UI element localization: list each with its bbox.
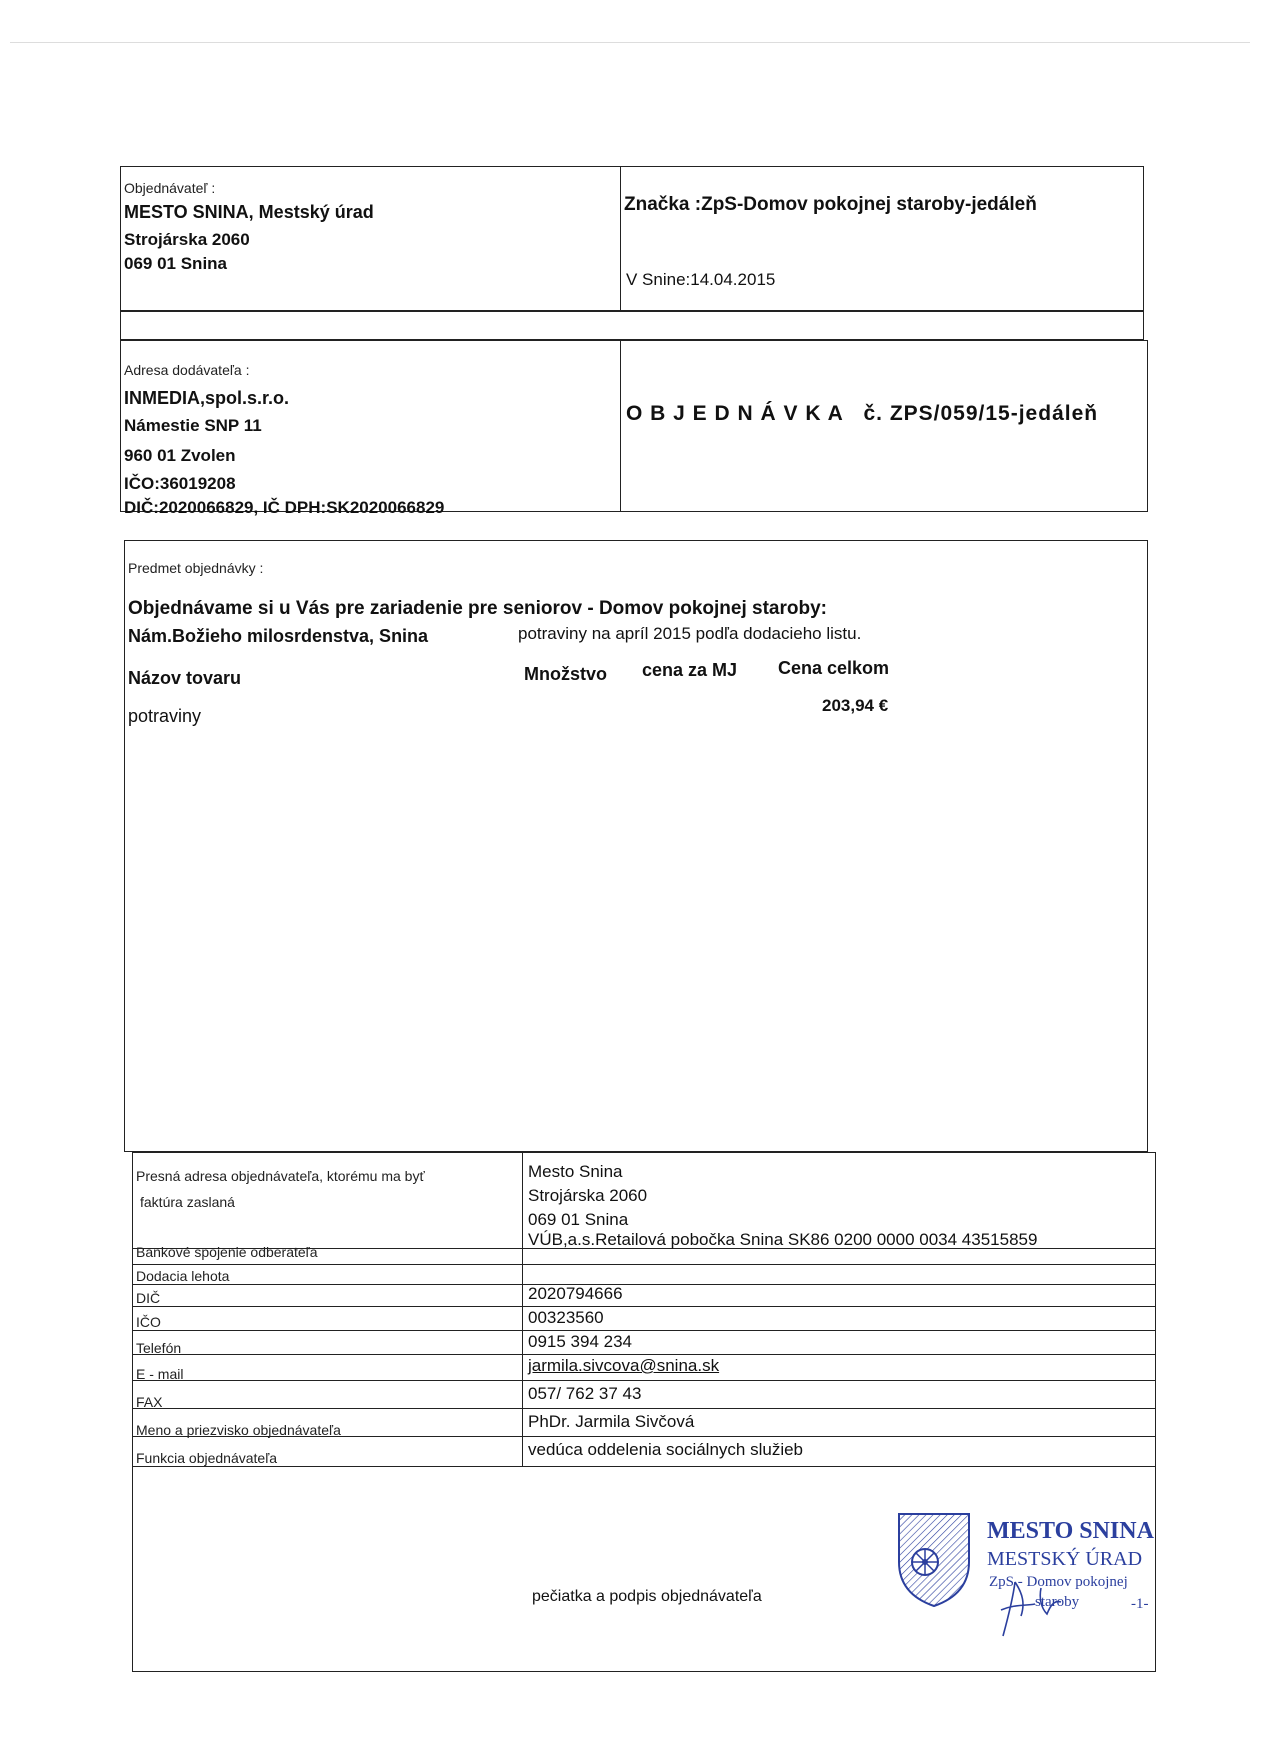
invoice-address-line1: Mesto Snina [528, 1162, 623, 1181]
details-row-line [132, 1408, 1156, 1409]
header-spacer-box [120, 310, 1144, 340]
phone-label: Telefón [136, 1340, 182, 1356]
orderer-name: MESTO SNINA, Mestský úrad [124, 202, 374, 222]
stamp-department: ZpS - Domov pokojnej [989, 1574, 1128, 1590]
item-name: potraviny [128, 706, 202, 726]
order-date: V Snine:14.04.2015 [626, 270, 776, 289]
delivery-label: Dodacia lehota [136, 1268, 230, 1284]
email-link[interactable]: jarmila.sivcova@snina.sk [528, 1356, 720, 1375]
orderer-city: 069 01 Snina [124, 254, 228, 273]
details-divider [522, 1152, 523, 1466]
order-title: O B J E D N Á V K A č. ZPS/059/15-jedáleň [626, 402, 1099, 425]
dic-label: DIČ [136, 1290, 161, 1306]
email-label: E - mail [136, 1366, 184, 1382]
supplier-box [120, 340, 1148, 512]
header-divider [620, 166, 621, 312]
stamp-number: -1- [1131, 1596, 1149, 1612]
supplier-ico: IČO:36019208 [124, 474, 236, 493]
stamp-department-cont: staroby [1035, 1594, 1080, 1610]
official-stamp [895, 1510, 1165, 1650]
details-row-line [132, 1380, 1156, 1381]
ico-value: 00323560 [528, 1308, 604, 1327]
details-row-line [132, 1306, 1156, 1307]
signature-caption: pečiatka a podpis objednávateľa [532, 1588, 762, 1605]
bank-value: VÚB,a.s.Retailová pobočka Snina SK86 0200 0000 0034 43515859 [528, 1230, 1038, 1249]
subject-location: Nám.Božieho milosrdenstva, Snina [128, 626, 429, 646]
details-row-line [132, 1330, 1156, 1331]
phone-value: 0915 394 234 [528, 1332, 632, 1351]
function-label: Funkcia objednávateľa [136, 1450, 278, 1466]
header-box [120, 166, 1144, 312]
name-value: PhDr. Jarmila Sivčová [528, 1412, 695, 1431]
invoice-address-label-cont: faktúra zaslaná [140, 1194, 235, 1210]
supplier-name: INMEDIA,spol.s.r.o. [124, 388, 290, 408]
order-mark: Značka :ZpS-Domov pokojnej staroby-jedáleň [624, 194, 1037, 215]
coat-of-arms-icon [895, 1510, 973, 1610]
invoice-address-line2: Strojárska 2060 [528, 1186, 648, 1205]
subject-label: Predmet objednávky : [128, 560, 264, 576]
subject-description: potraviny na apríl 2015 podľa dodacieho listu. [518, 624, 862, 643]
scan-edge-line [10, 42, 1250, 43]
fax-value: 057/ 762 37 43 [528, 1384, 642, 1403]
item-total: 203,94 € [822, 696, 889, 715]
dic-value: 2020794666 [528, 1284, 623, 1303]
col-header-unit-price: cena za MJ [642, 660, 738, 680]
name-label: Meno a priezvisko objednávateľa [136, 1422, 341, 1438]
supplier-dic: DIČ:2020066829, IČ DPH:SK2020066829 [124, 498, 445, 517]
orderer-street: Strojárska 2060 [124, 230, 250, 249]
invoice-address-line3: 069 01 Snina [528, 1210, 629, 1229]
details-row-line [132, 1466, 1156, 1467]
supplier-street: Námestie SNP 11 [124, 416, 262, 435]
stamp-office: MESTSKÝ ÚRAD [987, 1548, 1143, 1570]
details-row-line [132, 1264, 1156, 1265]
stamp-city: MESTO SNINA [987, 1518, 1154, 1544]
function-value: vedúca oddelenia sociálnych služieb [528, 1440, 804, 1459]
ico-label: IČO [136, 1314, 161, 1330]
supplier-divider [620, 340, 621, 512]
col-header-item: Názov tovaru [128, 668, 242, 688]
details-row-line [132, 1354, 1156, 1355]
subject-line1: Objednávame si u Vás pre zariadenie pre seniorov - Domov pokojnej staroby: [128, 598, 827, 619]
handwritten-signature [995, 1574, 1115, 1644]
details-row-line [132, 1284, 1156, 1285]
orderer-label: Objednávateľ : [124, 180, 216, 196]
supplier-label: Adresa dodávateľa : [124, 362, 250, 378]
invoice-address-label: Presná adresa objednávateľa, ktorému ma byť [136, 1168, 425, 1184]
col-header-qty: Množstvo [524, 664, 607, 684]
supplier-city: 960 01 Zvolen [124, 446, 236, 465]
col-header-total: Cena celkom [778, 658, 890, 678]
bank-label: Bankové spojenie odberateľa [136, 1244, 318, 1260]
fax-label: FAX [136, 1394, 163, 1410]
